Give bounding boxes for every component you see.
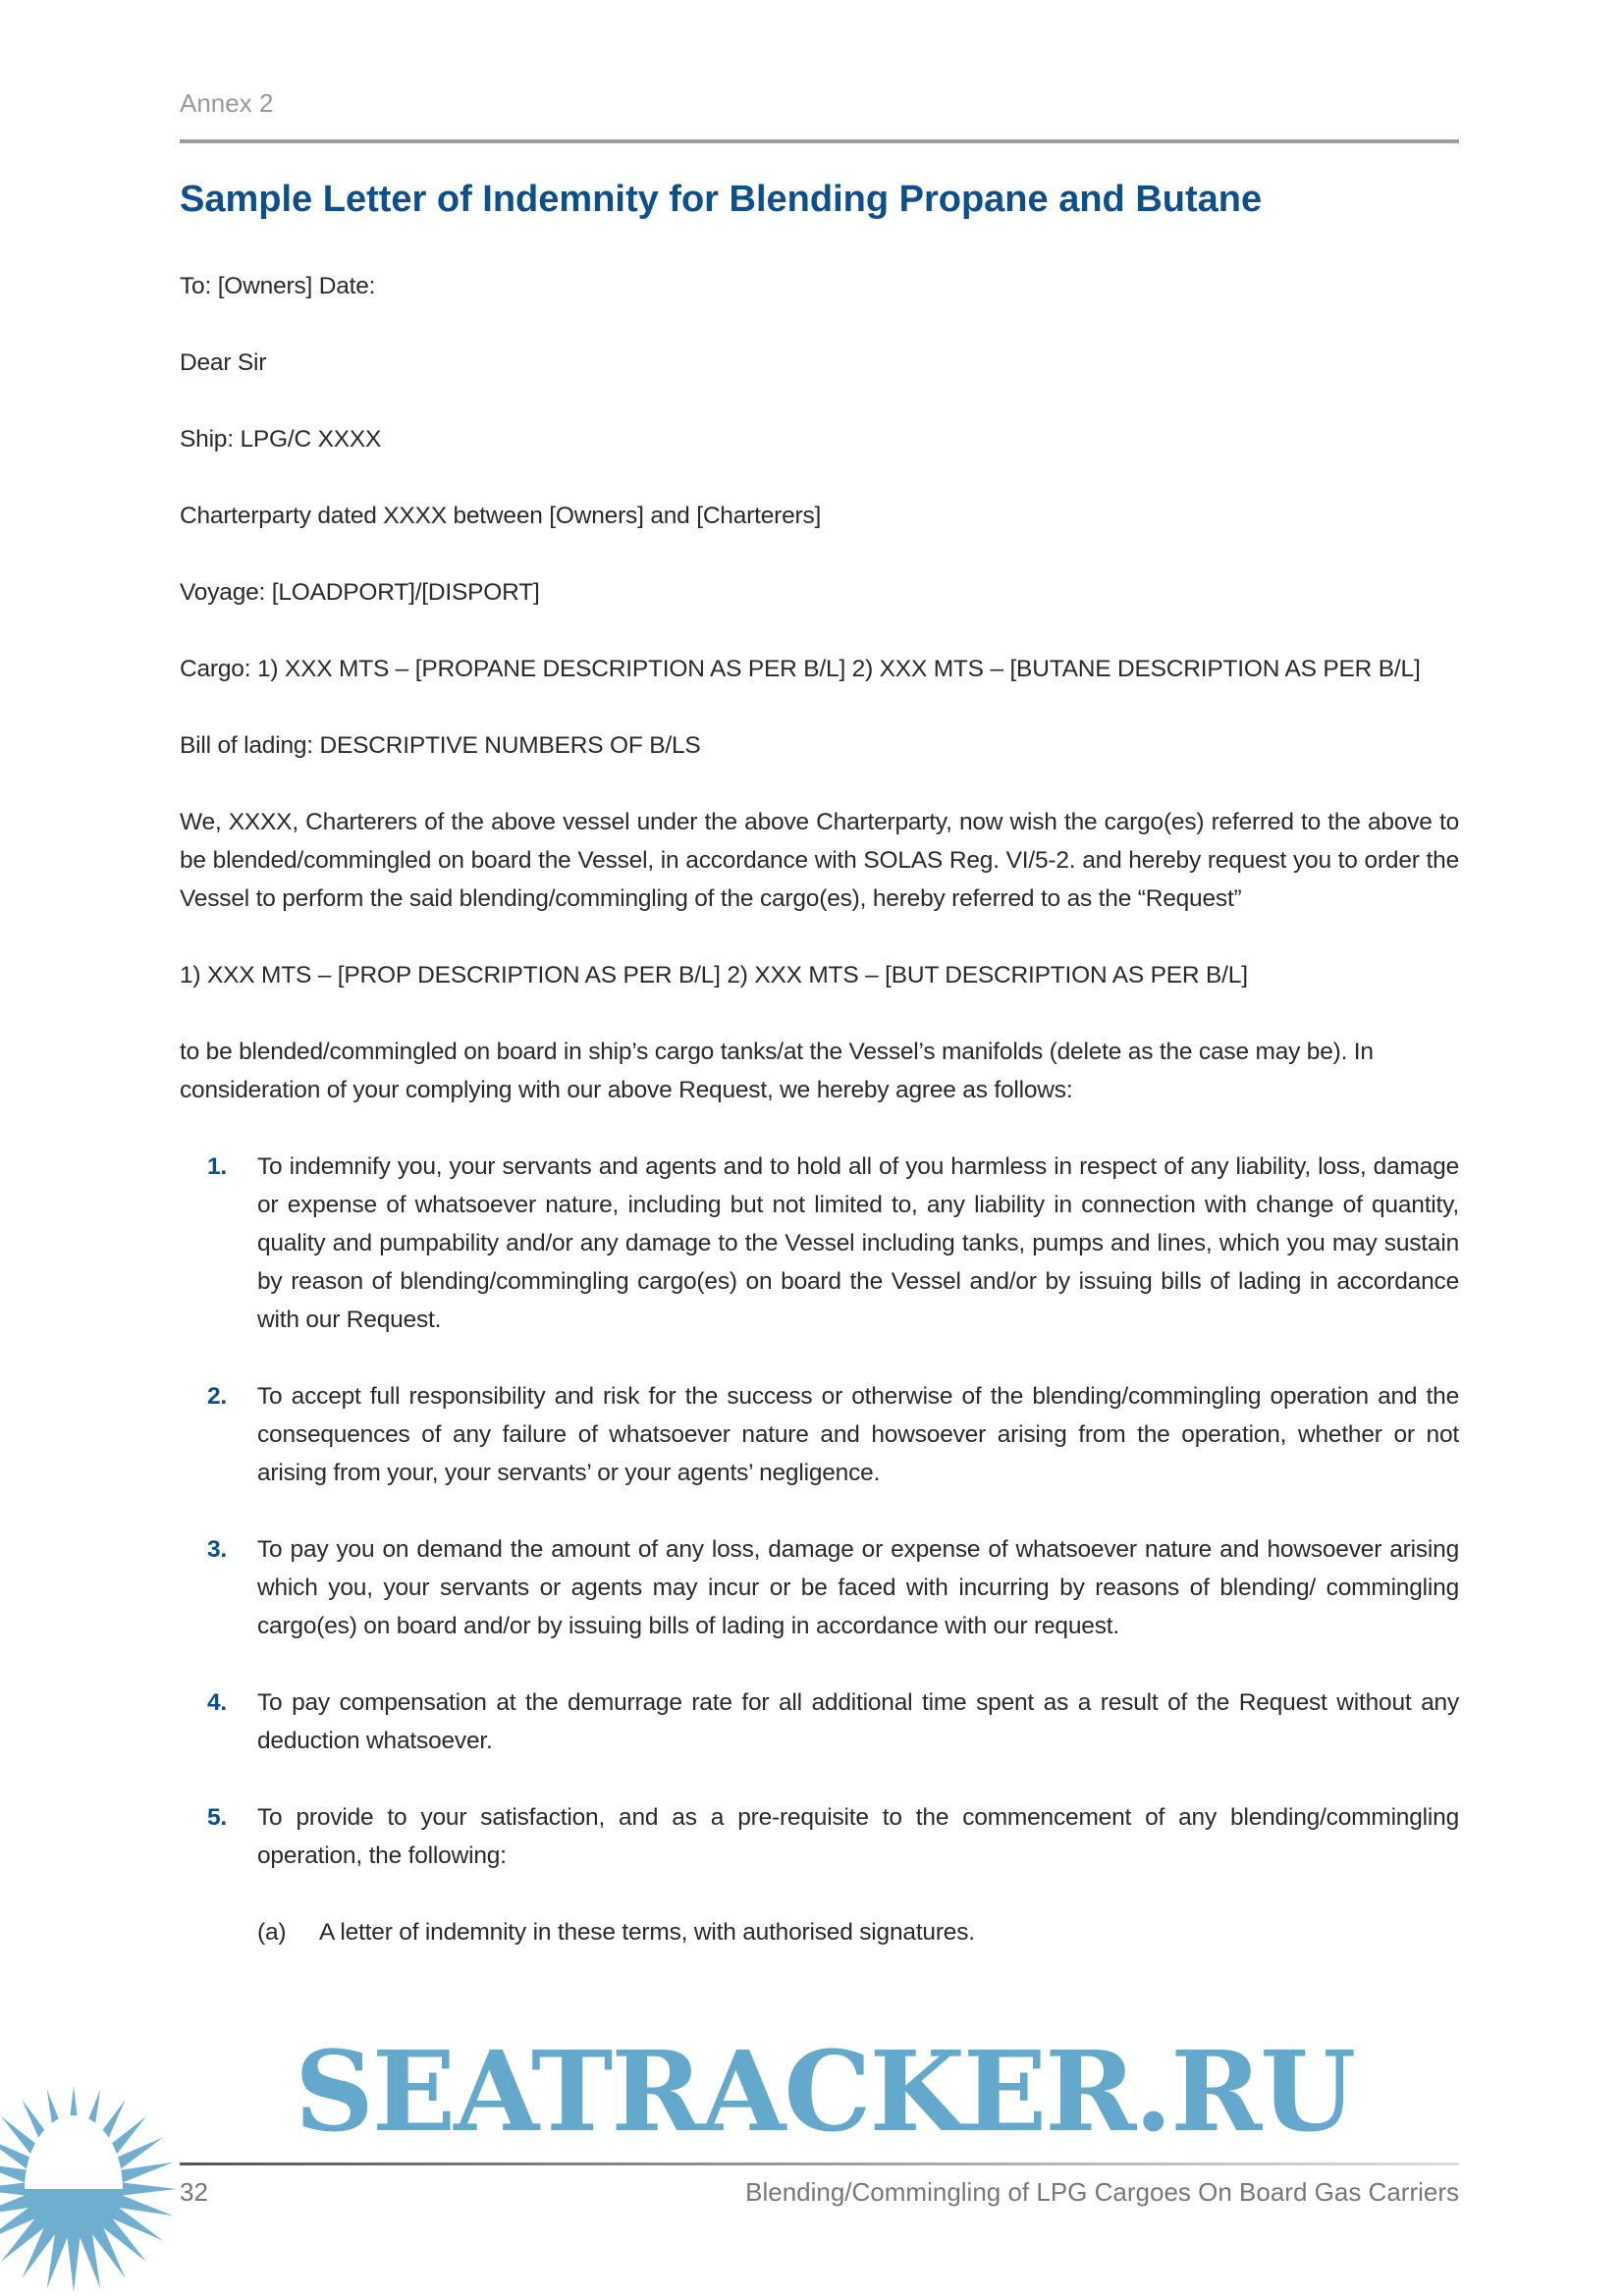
consideration-paragraph: to be blended/commingled on board in ship’s cargo tanks/at the Vessel’s manifolds (delete as the case may be). In consideration of your complying with our above Request, we hereby agree as follows: <box>180 1039 1374 1103</box>
footer-rule <box>180 2163 1459 2165</box>
cargo-quantities-line: 1) XXX MTS – [PROP DESCRIPTION AS PER B/L] 2) XXX MTS – [BUT DESCRIPTION AS PER B/L] <box>180 962 1248 988</box>
item-number: 5. <box>207 1804 228 1831</box>
bill-of-lading-line: Bill of lading: DESCRIPTIVE NUMBERS OF B/LS <box>180 732 701 759</box>
item-number: 4. <box>207 1689 228 1716</box>
item-number: 2. <box>207 1383 228 1410</box>
request-paragraph: We, XXXX, Charterers of the above vessel under the above Charterparty, now wish the cargo(es) referred to the above to be blended/commingled on board the Vessel, in accordance with SOLAS Reg. VI/5-2. and hereby request you to order the Vessel to perform the said blending/commingling of the cargo(es), hereby referred to as the “Request” <box>180 809 1459 912</box>
list-item <box>180 1530 1459 1645</box>
list-item <box>180 1377 1459 1492</box>
cargo-line: Cargo: 1) XXX MTS – [PROPANE DESCRIPTION AS PER B/L] 2) XXX MTS – [BUTANE DESCRIPTION AS PER B/L] <box>180 656 1421 682</box>
letter-body <box>180 267 1459 1951</box>
page-title: Sample Letter of Indemnity for Blending Propane and Butane <box>180 179 1263 220</box>
section-label: Annex 2 <box>180 88 274 118</box>
item-text: To accept full responsibility and risk for the success or otherwise of the blending/commingling operation and the consequences of any failure of whatsoever nature and howsoever arising from the operation, whether or not arising from your, your servants’ or your agents’ negligence. <box>257 1383 1459 1486</box>
charterparty-line: Charterparty dated XXXX between [Owners] and [Charterers] <box>180 503 822 529</box>
sun-watermark-icon <box>0 2061 295 2296</box>
footer-title: Blending/Commingling of LPG Cargoes On Board Gas Carriers <box>745 2177 1459 2207</box>
header-rule <box>180 139 1459 143</box>
item-text: To indemnify you, your servants and agents and to hold all of you harmless in respect of any liability, loss, damage or expense of whatsoever nature, including but not limited to, any liability in connection with change of quantity, quality and pumpability and/or any damage to the Vessel including tanks, pumps and lines, which you may sustain by reason of blending/commingling cargo(es) on board the Vessel and/or by issuing bills of lading in accordance with our Request. <box>257 1153 1459 1333</box>
sub-item <box>180 1913 1459 1951</box>
sub-item-label: (a) <box>257 1919 287 1946</box>
addressee: To: [Owners] Date: <box>180 273 376 299</box>
list-item <box>180 1148 1459 1339</box>
item-number: 3. <box>207 1536 228 1563</box>
item-text: To provide to your satisfaction, and as a pre-requisite to the commencement of any blending/commingling operation, the following: <box>257 1804 1459 1869</box>
list-item <box>180 1798 1459 1875</box>
item-number: 1. <box>207 1153 228 1180</box>
sub-item-text: A letter of indemnity in these terms, with authorised signatures. <box>319 1919 975 1946</box>
watermark-text: SEATRACKER.RU <box>295 2028 1355 2157</box>
voyage-line: Voyage: [LOADPORT]/[DISPORT] <box>180 579 540 606</box>
salutation: Dear Sir <box>180 349 267 376</box>
page-number: 32 <box>180 2177 208 2207</box>
item-text: To pay you on demand the amount of any loss, damage or expense of whatsoever nature and howsoever arising which you, your servants or agents may incur or be faced with incurring by reasons of blending/ commingling cargo(es) on board and/or by issuing bills of lading in accordance with our request. <box>257 1536 1459 1639</box>
item-text: To pay compensation at the demurrage rate for all additional time spent as a result of the Request without any deduction whatsoever. <box>257 1689 1459 1754</box>
ship-line: Ship: LPG/C XXXX <box>180 426 382 453</box>
undertakings-list <box>180 1148 1459 1875</box>
list-item <box>180 1683 1459 1760</box>
